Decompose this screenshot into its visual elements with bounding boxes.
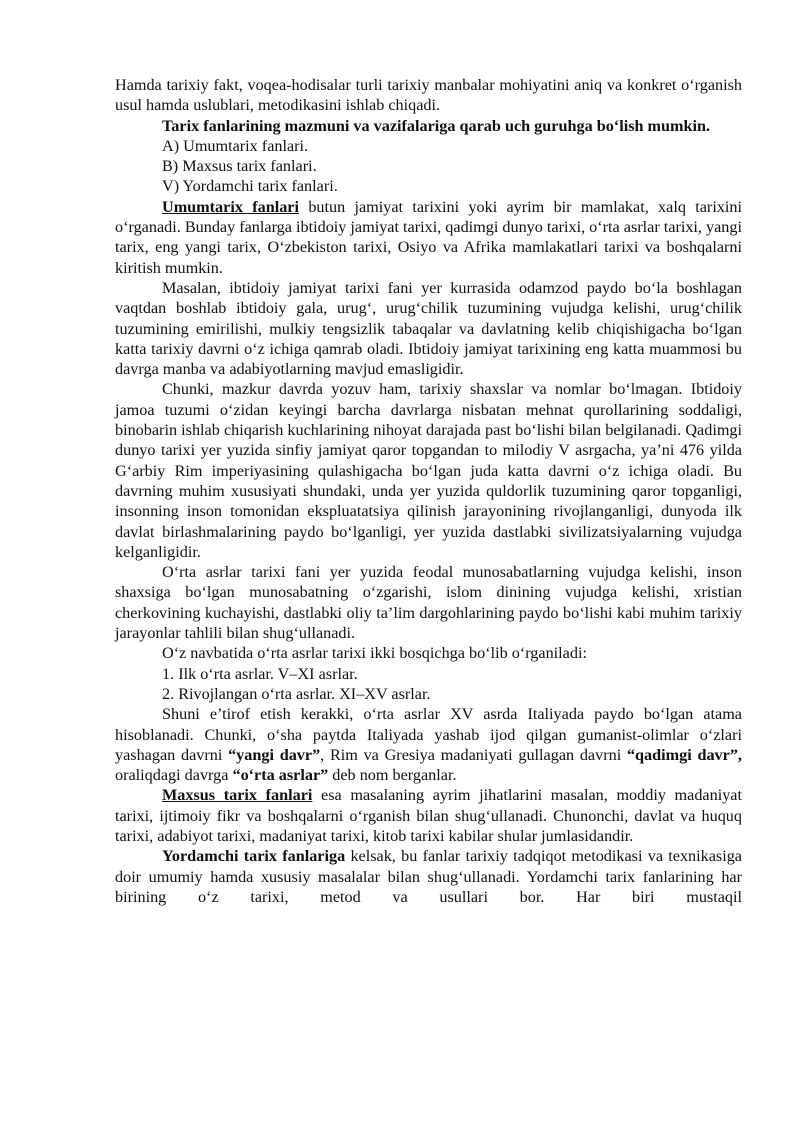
term-middle-ages: “o‘rta asrlar” bbox=[232, 766, 329, 785]
auxiliary-history-paragraph bbox=[115, 846, 742, 907]
special-history-term: Maxsus tarix fanlari bbox=[162, 786, 313, 805]
period-item-1: 1. Ilk o‘rta asrlar. V–XI asrlar. bbox=[162, 664, 358, 683]
special-history-paragraph bbox=[115, 785, 742, 846]
list-item-v: V) Yordamchi tarix fanlari. bbox=[162, 177, 338, 196]
document-page bbox=[115, 75, 742, 907]
section-heading bbox=[115, 116, 742, 136]
term-ancient-era: “qadimgi davr”, bbox=[626, 745, 742, 764]
term-origin-paragraph bbox=[115, 704, 742, 785]
primitive-society-paragraph: Masalan, ibtidoiy jamiyat tarixi fani yer kurrasida odamzod paydo bo‘la boshlagan vaqtdan boshlab ibtidoiy gala, urug‘, urug‘chilik tuzumining vujudga kelishi, urug‘chilik tuzumining emirilishi, mulkiy tengsizlik tabaqalar va davlatning kelib chiqishigacha bo‘lgan katta tarixiy davrni o‘z ichiga qamrab oladi. Ibtidoiy jamiyat tarixining eng katta muammosi bu davrga manba va adabiyotlarning mavjud emasligidir. bbox=[115, 278, 742, 379]
term-new-era: “yangi davr” bbox=[228, 745, 321, 764]
term-origin-text-4: deb nom berganlar. bbox=[328, 766, 457, 785]
heading-text: Tarix fanlarining mazmuni va vazifalariga qarab uch guruhga bo‘lish mumkin. bbox=[162, 116, 711, 135]
intro-paragraph: Hamda tarixiy fakt, voqea-hodisalar turli tarixiy manbalar mohiyatini aniq va konkret o‘rganish usul hamda uslublari, metodikasini ishlab chiqadi. bbox=[115, 76, 742, 115]
general-history-paragraph bbox=[115, 197, 742, 278]
stages-intro: O‘z navbatida o‘rta asrlar tarixi ikki bosqichga bo‘lib o‘rganiladi: bbox=[162, 644, 587, 663]
special-history-text: esa masalaning ayrim jihatlarini masalan, moddiy madaniyat tarixi, ijtimoiy fikr va boshqalarni o‘rganish bilan shug‘ullanadi. Chunonchi, davlat va huquq tarixi, adabiyot tarixi, madaniyat tarixi, kitob tarixi kabilar shular jumlasidandir. bbox=[115, 786, 742, 845]
term-origin-text-1: Shuni e’tirof etish kerakki, o‘rta asrlar XV asrda Italiyada paydo bo‘lgan atama hisoblanadi. Chunki, o‘sha paytda Italiyada yashab ijod qilgan gumanist-olimlar o‘zlari yashagan davrni bbox=[115, 705, 742, 764]
term-origin-text-3: oraliqdagi davrga bbox=[115, 766, 233, 785]
list-item-a: A) Umumtarix fanlari. bbox=[162, 136, 309, 155]
middle-ages-paragraph: O‘rta asrlar tarixi fani yer yuzida feodal munosabatlarning vujudga kelishi, inson shaxsiga bo‘lgan munosabatning o‘zgarishi, islom dinining vujudga kelishi, xristian cherkovining kuchayishi, dastlabki oliy ta’lim dargohlarining paydo bo‘lishi kabi muhim tarixiy jarayonlar tahlili bilan shug‘ullanadi. bbox=[115, 563, 742, 643]
auxiliary-history-text: kelsak, bu fanlar tarixiy tadqiqot metodikasi va texnikasiga doir umumiy hamda xususiy masalalar bilan shug‘ullanadi. Yordamchi tarix fanlarining har birining o‘z tarixi, metod va usullari bor. Har biri mustaqil bbox=[115, 847, 742, 906]
list-item-b: B) Maxsus tarix fanlari. bbox=[162, 157, 317, 176]
period-item-2: 2. Rivojlangan o‘rta asrlar. XI–XV asrlar. bbox=[162, 684, 431, 703]
auxiliary-history-term: Yordamchi tarix fanlariga bbox=[162, 847, 346, 866]
general-history-text: butun jamiyat tarixini yoki ayrim bir mamlakat, xalq tarixini o‘rganadi. Bunday fanlarga ibtidoiy jamiyat tarixi, qadimgi dunyo tarixi, o‘rta asrlar tarixi, yangi tarix, eng yangi tarix, O‘zbekiston tarixi, Osiyo va Afrika mamlakatlari tarixi va boshqalarni kiritish mumkin. bbox=[115, 197, 742, 277]
general-history-term: Umumtarix fanlari bbox=[162, 197, 299, 216]
ancient-world-paragraph: Chunki, mazkur davrda yozuv ham, tarixiy shaxslar va nomlar bo‘lmagan. Ibtidoiy jamoa tuzumi o‘zidan keyingi barcha davrlarga nisbatan mehnat qurollarining soddaligi, binobarin ishlab chiqarish kuchlarining nihoyat darajada past bo‘lishi bilan belgilanadi. Qadimgi dunyo tarixi yer yuzida sinfiy jamiyat qaror topgandan to milodiy V asrgacha, ya’ni 476 yilda G‘arbiy Rim imperiyasining qulashigacha bo‘lgan juda katta davrni o‘z ichiga oladi. Bu davrning muhim xususiyati shundaki, unda yer yuzida quldorlik tuzumining qaror topganligi, insonning inson tomonidan ekspluatatsiya qilinish jarayonining rivojlanganligi, dunyoda ilk davlat birlashmalarining paydo bo‘lganligi, yer yuzida dastlabki sivilizatsiyalarning vujudga kelganligidir. bbox=[115, 380, 742, 561]
term-origin-text-2: , Rim va Gresiya madaniyati gullagan davrni bbox=[320, 745, 627, 764]
